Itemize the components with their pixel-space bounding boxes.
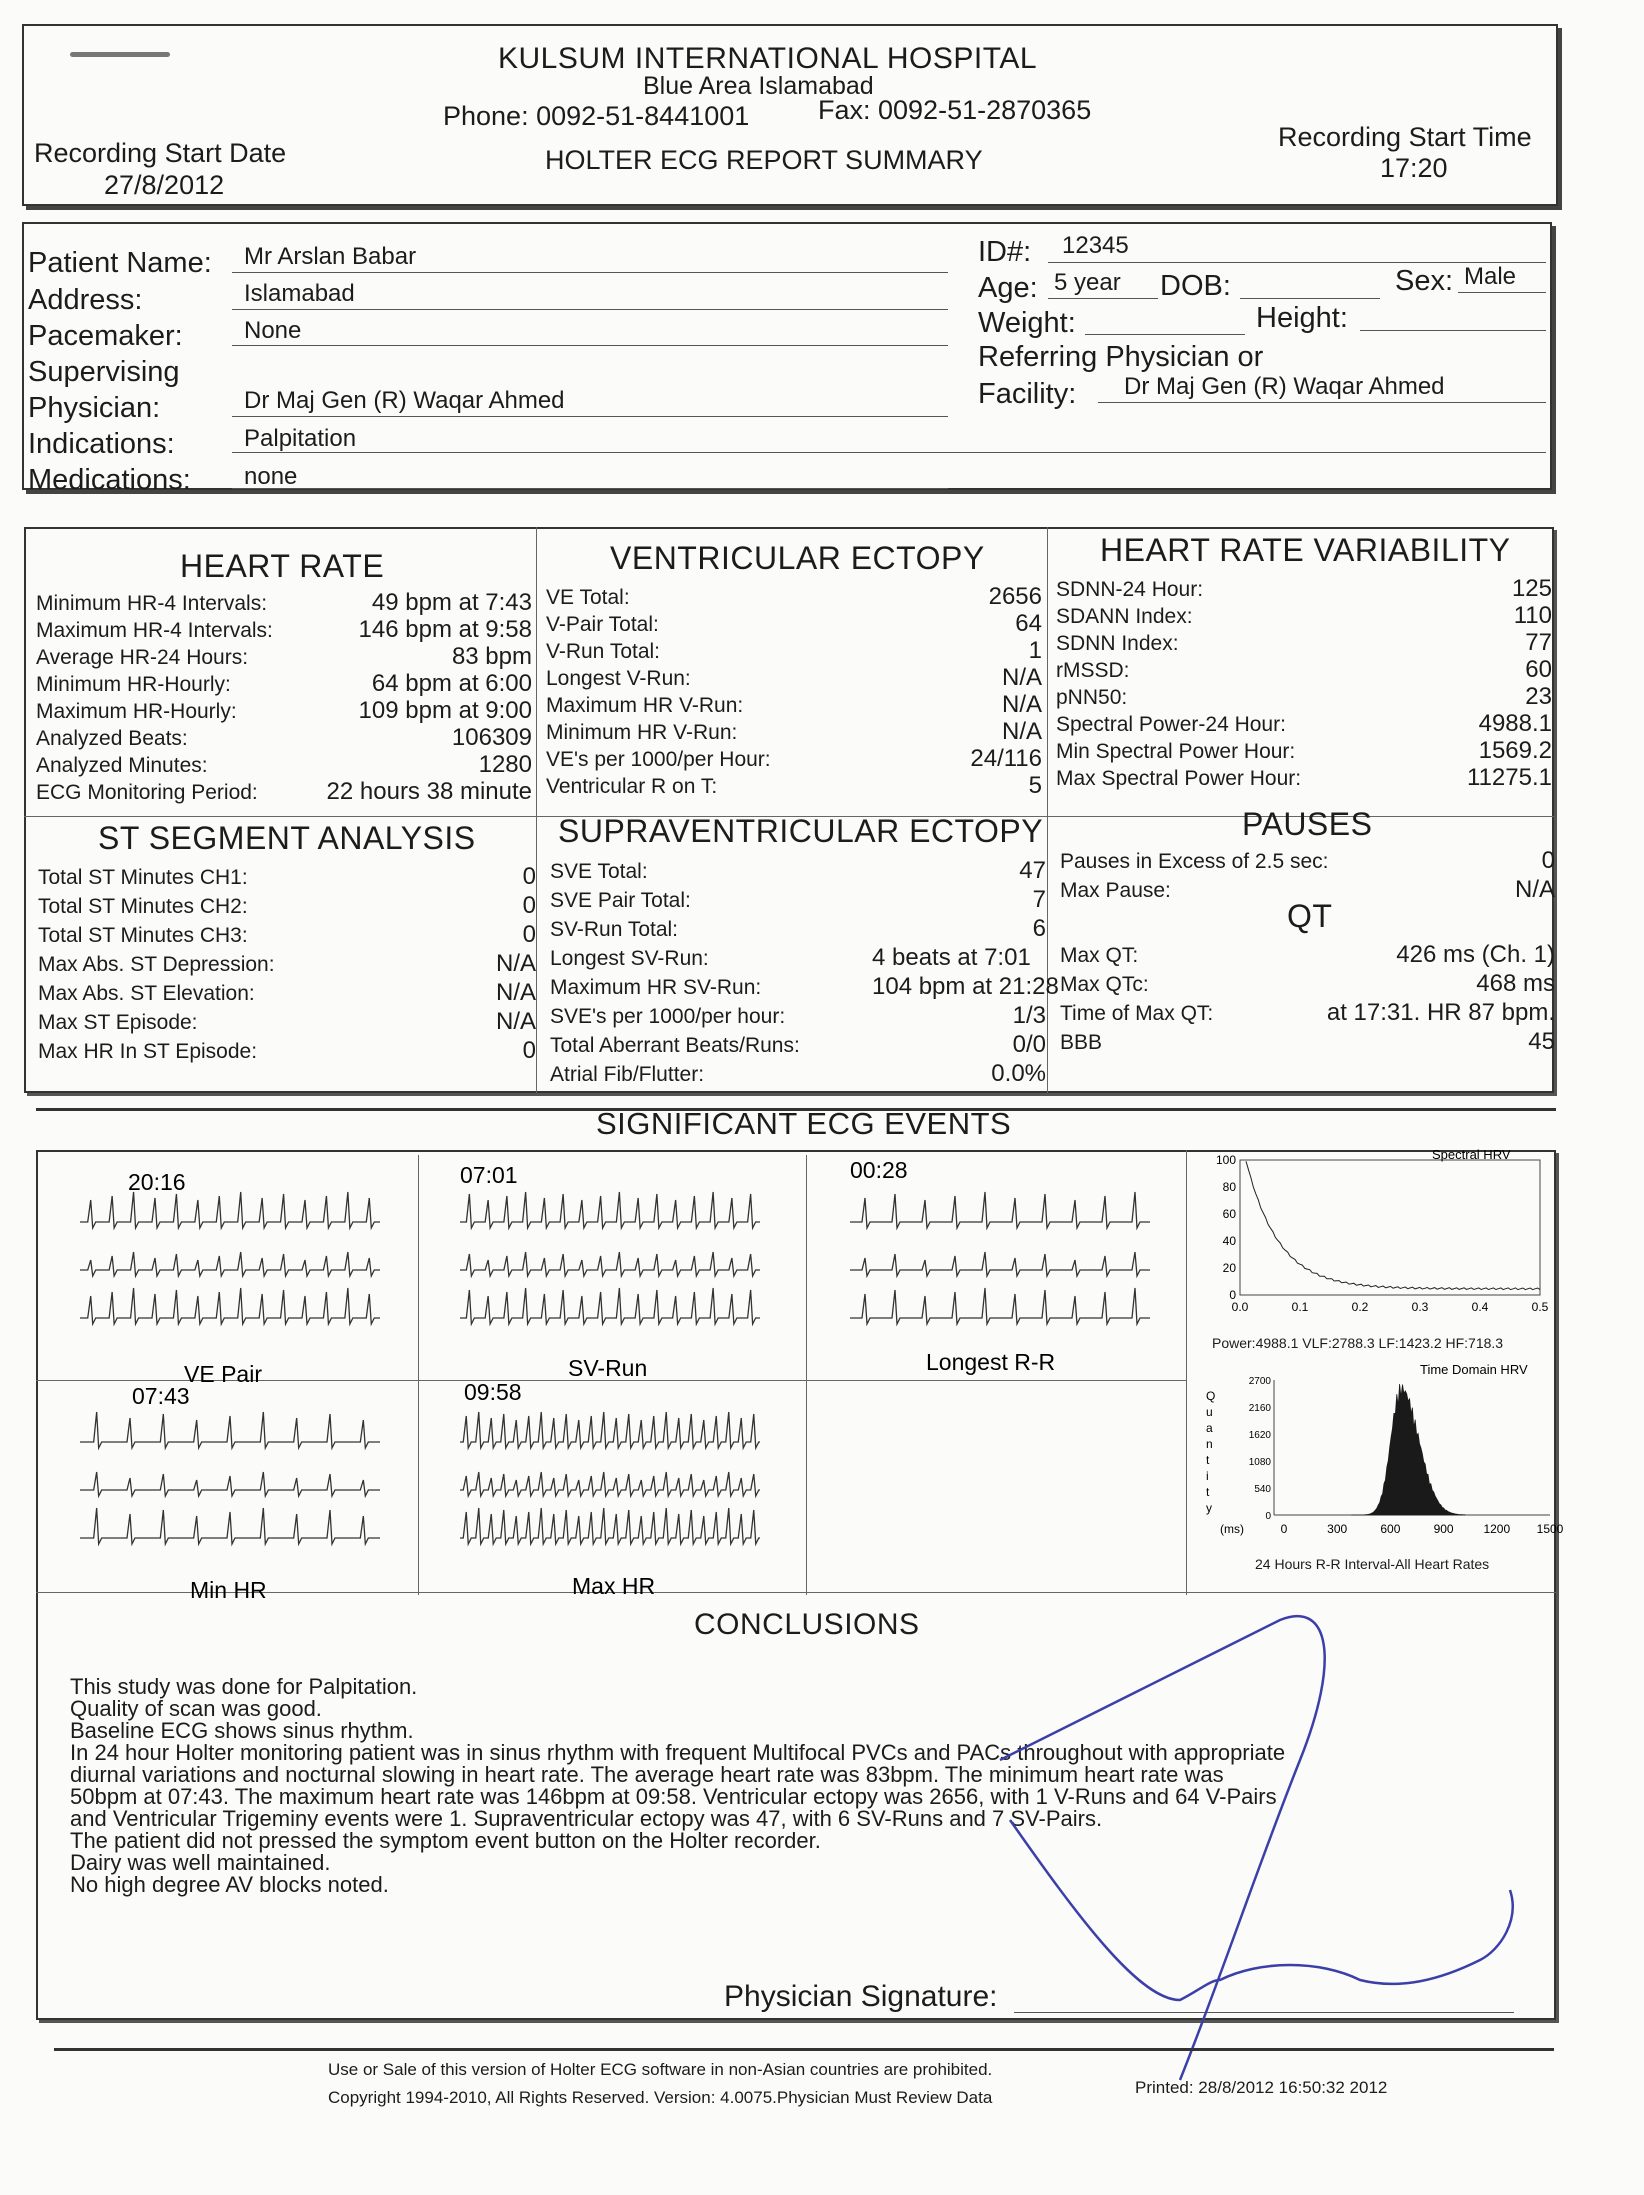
strip-time: 07:43	[132, 1383, 190, 1409]
y-axis-label: a	[1206, 1421, 1213, 1435]
hospital-fax: Fax: 0092-51-2870365	[818, 95, 1092, 125]
heart-rate-row-value: 49 bpm at 7:43	[371, 589, 532, 616]
ventricular-row-value: 24/116	[970, 745, 1042, 772]
start-time: 17:20	[1380, 153, 1448, 183]
ventricular-row-label: Longest V-Run:	[546, 667, 691, 690]
supra-row-value: 47	[1019, 857, 1046, 884]
sex-label: Sex:	[1395, 265, 1454, 297]
hrv-row-label: Max Spectral Power Hour:	[1056, 767, 1302, 790]
x-tick-label: 1200	[1483, 1522, 1511, 1536]
y-tick-label: 60	[1222, 1207, 1236, 1221]
x-tick-label: 600	[1380, 1522, 1401, 1536]
height-label: Height:	[1256, 302, 1348, 334]
supra-row-label: Atrial Fib/Flutter:	[550, 1063, 705, 1086]
ventricular-row-value: N/A	[1001, 664, 1042, 691]
y-axis-label: u	[1206, 1405, 1213, 1419]
supra-row-label: Maximum HR SV-Run:	[550, 976, 762, 999]
referring-facility: Dr Maj Gen (R) Waqar Ahmed	[1124, 373, 1445, 400]
x-tick-label: 0.2	[1351, 1300, 1369, 1314]
supervising-label: Supervising	[28, 356, 180, 388]
conclusion-line: Dairy was well maintained.	[70, 1850, 331, 1875]
x-tick-label: 300	[1327, 1522, 1348, 1536]
supervising-physician: Dr Maj Gen (R) Waqar Ahmed	[244, 387, 565, 414]
strip-time: 20:16	[128, 1169, 186, 1195]
pauses-title: PAUSES	[1242, 806, 1373, 842]
supra-row-value: 1/3	[1012, 1002, 1046, 1029]
strip-label: Max HR	[572, 1573, 656, 1599]
footer-printed: Printed: 28/8/2012 16:50:32 2012	[1135, 2078, 1388, 2097]
hrv-row-label: rMSSD:	[1056, 659, 1130, 682]
indications-label: Indications:	[28, 428, 175, 460]
hrv-row-value: 110	[1513, 602, 1552, 629]
y-tick-label: 0	[1265, 1511, 1271, 1522]
indications-value: Palpitation	[244, 425, 357, 452]
strip-label: Longest R-R	[926, 1349, 1056, 1375]
heart-rate-title: HEART RATE	[180, 548, 385, 584]
chart-title: Spectral HRV	[1432, 1147, 1511, 1162]
st-row-value: 0	[522, 921, 536, 948]
facility-label: Facility:	[978, 378, 1077, 410]
hrv-row-value: 125	[1511, 575, 1552, 602]
supra-row-value: 0/0	[1012, 1031, 1046, 1058]
age-label: Age:	[978, 272, 1038, 304]
patient-age: 5 year	[1054, 269, 1121, 296]
supra-row-value: 0.0%	[991, 1060, 1046, 1087]
supra-row-label: SVE Total:	[550, 860, 648, 883]
hrv-row-label: SDANN Index:	[1056, 605, 1193, 628]
hrv-title: HEART RATE VARIABILITY	[1100, 532, 1511, 568]
y-axis-label: Q	[1206, 1389, 1216, 1403]
qt-row-label: Max QT:	[1060, 944, 1139, 967]
pauses-row-value: N/A	[1514, 876, 1555, 903]
events-title: SIGNIFICANT ECG EVENTS	[596, 1106, 1012, 1141]
pauses-row-value: 0	[1541, 847, 1555, 874]
ventricular-row-value: 64	[1015, 610, 1042, 637]
x-tick-label: 0.4	[1471, 1300, 1489, 1314]
heart-rate-row-label: Analyzed Beats:	[36, 727, 188, 750]
chart-title: Time Domain HRV	[1420, 1362, 1528, 1377]
y-tick-label: 2700	[1248, 1376, 1271, 1387]
patient-name: Mr Arslan Babar	[244, 243, 417, 270]
conclusion-line: This study was done for Palpitation.	[70, 1674, 418, 1699]
x-tick-label: 1500	[1536, 1522, 1564, 1536]
x-tick-label: 0.5	[1531, 1300, 1549, 1314]
y-axis-label: t	[1206, 1485, 1210, 1499]
pacemaker-label: Pacemaker:	[28, 320, 183, 352]
patient-name-label: Patient Name:	[28, 247, 212, 279]
qt-row-value: 45	[1528, 1028, 1555, 1055]
hrv-row-label: Spectral Power-24 Hour:	[1056, 713, 1286, 736]
hrv-row-label: Min Spectral Power Hour:	[1056, 740, 1296, 763]
pauses-row-label: Pauses in Excess of 2.5 sec:	[1060, 850, 1329, 873]
conclusion-line: Baseline ECG shows sinus rhythm.	[70, 1718, 414, 1743]
conclusion-line: and Ventricular Trigeminy events were 1. Supraventricular ectopy was 47, with 6 SV-Runs and 7 SV-Pairs.	[70, 1806, 1103, 1831]
patient-id: 12345	[1062, 232, 1129, 259]
patient-sex: Male	[1464, 263, 1517, 290]
qt-title: QT	[1287, 898, 1333, 934]
qt-row-value: at 17:31. HR 87 bpm.	[1326, 999, 1555, 1026]
x-tick-label: 0	[1280, 1522, 1288, 1536]
supra-row-label: SVE Pair Total:	[550, 889, 691, 912]
hrv-row-label: SDNN-24 Hour:	[1056, 578, 1204, 601]
hrv-row-value: 77	[1525, 629, 1552, 656]
ventricular-row-value: N/A	[1001, 691, 1042, 718]
y-tick-label: 0	[1229, 1288, 1236, 1302]
st-row-value: 0	[522, 892, 536, 919]
y-axis-label: n	[1206, 1437, 1213, 1451]
y-tick-label: 40	[1222, 1234, 1236, 1248]
qt-row-label: Max QTc:	[1060, 973, 1149, 996]
supra-row-label: Longest SV-Run:	[550, 947, 709, 970]
medications-label: Medications:	[28, 464, 191, 496]
st-row-label: Max Abs. ST Elevation:	[38, 982, 255, 1005]
supra-row-label: SVE's per 1000/per hour:	[550, 1005, 786, 1028]
ventricular-row-value: 2656	[988, 583, 1042, 610]
supra-row-label: Total Aberrant Beats/Runs:	[550, 1034, 800, 1057]
ventricular-row-label: VE Total:	[546, 586, 630, 609]
heart-rate-row-value: 146 bpm at 9:58	[358, 616, 532, 643]
y-tick-label: 1620	[1248, 1430, 1271, 1441]
strip-time: 00:28	[850, 1157, 908, 1183]
strip-label: VE Pair	[184, 1361, 262, 1387]
hospital-address: Blue Area Islamabad	[643, 72, 874, 100]
y-tick-label: 80	[1222, 1180, 1236, 1194]
supra-row-value: 7	[1032, 886, 1046, 913]
conclusion-line: Quality of scan was good.	[70, 1696, 322, 1721]
strip-time: 07:01	[460, 1162, 518, 1188]
hrv-row-value: 4988.1	[1478, 710, 1552, 737]
y-tick-label: 100	[1215, 1153, 1236, 1167]
hospital-name: KULSUM INTERNATIONAL HOSPITAL	[498, 42, 1038, 75]
conclusion-line: The patient did not pressed the symptom event button on the Holter recorder.	[70, 1828, 821, 1853]
x-tick-label: 0.0	[1231, 1300, 1249, 1314]
start-time-label: Recording Start Time	[1278, 122, 1532, 152]
pauses-row-label: Max Pause:	[1060, 879, 1171, 902]
ventricular-row-label: Minimum HR V-Run:	[546, 721, 738, 744]
st-row-label: Max ST Episode:	[38, 1011, 198, 1034]
heart-rate-row-label: Minimum HR-4 Intervals:	[36, 592, 268, 615]
st-row-value: 0	[522, 863, 536, 890]
heart-rate-row-value: 64 bpm at 6:00	[371, 670, 532, 697]
conclusion-line: 50bpm at 07:43. The maximum heart rate was 146bpm at 09:58. Ventricular ectopy was 2656, with 1 V-Runs and 64 V-Pairs	[70, 1784, 1277, 1809]
supra-row-label: SV-Run Total:	[550, 918, 679, 941]
st-row-value: N/A	[495, 950, 536, 977]
qt-row-value: 468 ms	[1476, 970, 1555, 997]
heart-rate-row-value: 106309	[451, 724, 532, 751]
strip-label: SV-Run	[568, 1355, 648, 1381]
x-tick-label: 0.1	[1291, 1300, 1309, 1314]
conclusions-title: CONCLUSIONS	[694, 1608, 920, 1641]
spectral-caption: Power:4988.1 VLF:2788.3 LF:1423.2 HF:718.3	[1212, 1335, 1504, 1351]
ventricular-row-label: Maximum HR V-Run:	[546, 694, 744, 717]
st-row-label: Total ST Minutes CH1:	[38, 866, 248, 889]
start-date-label: Recording Start Date	[34, 138, 287, 168]
footer-copyright: Copyright 1994-2010, All Rights Reserved. Version: 4.0075.Physician Must Review Data	[328, 2088, 993, 2107]
pacemaker-value: None	[244, 317, 302, 344]
ventricular-row-value: 5	[1028, 772, 1042, 799]
report-title: HOLTER ECG REPORT SUMMARY	[545, 145, 983, 175]
medications-value: none	[244, 463, 298, 490]
supra-row-value: 6	[1032, 915, 1046, 942]
physician-label: Physician:	[28, 392, 161, 424]
y-axis-label: y	[1206, 1501, 1212, 1515]
footer-notice: Use or Sale of this version of Holter ECG software in non-Asian countries are prohibited.	[328, 2060, 993, 2079]
address-label: Address:	[28, 284, 143, 316]
st-row-value: N/A	[495, 1008, 536, 1035]
weight-label: Weight:	[978, 307, 1076, 339]
referring-label: Referring Physician or	[978, 341, 1264, 373]
supra-row-value: 104 bpm at 21:28	[872, 973, 1059, 1000]
st-row-label: Total ST Minutes CH3:	[38, 924, 248, 947]
st-row-label: Max Abs. ST Depression:	[38, 953, 275, 976]
hrv-row-label: pNN50:	[1056, 686, 1128, 709]
y-tick-label: 2160	[1248, 1403, 1271, 1414]
y-tick-label: 20	[1222, 1261, 1236, 1275]
hrv-row-value: 1569.2	[1478, 737, 1552, 764]
conclusion-line: In 24 hour Holter monitoring patient was in sinus rhythm with frequent Multifocal PVCs and PACs throughout with appropriate	[70, 1740, 1286, 1765]
x-unit-label: (ms)	[1220, 1522, 1244, 1536]
ventricular-row-label: V-Pair Total:	[546, 613, 659, 636]
hrv-row-label: SDNN Index:	[1056, 632, 1179, 655]
ventricular-row-label: V-Run Total:	[546, 640, 661, 663]
signature-label: Physician Signature:	[724, 1980, 998, 2013]
heart-rate-row-label: Maximum HR-4 Intervals:	[36, 619, 273, 642]
y-tick-label: 1080	[1248, 1457, 1271, 1468]
supra-row-value: 4 beats at 7:01	[872, 944, 1031, 971]
heart-rate-row-value: 83 bpm	[451, 643, 532, 670]
hrv-row-value: 23	[1525, 683, 1552, 710]
ventricular-row-value: N/A	[1001, 718, 1042, 745]
st-title: ST SEGMENT ANALYSIS	[98, 820, 476, 856]
y-tick-label: 540	[1254, 1484, 1271, 1495]
hospital-phone: Phone: 0092-51-8441001	[443, 101, 750, 131]
heart-rate-row-label: ECG Monitoring Period:	[36, 781, 258, 804]
y-axis-label: i	[1206, 1469, 1209, 1483]
ventricular-row-value: 1	[1028, 637, 1042, 664]
start-date: 27/8/2012	[104, 170, 225, 200]
hrv-row-value: 11275.1	[1467, 764, 1552, 791]
heart-rate-row-label: Average HR-24 Hours:	[36, 646, 249, 669]
conclusion-line: No high degree AV blocks noted.	[70, 1872, 389, 1897]
supra-title: SUPRAVENTRICULAR ECTOPY	[558, 813, 1044, 849]
heart-rate-row-label: Maximum HR-Hourly:	[36, 700, 237, 723]
x-tick-label: 900	[1433, 1522, 1454, 1536]
st-row-label: Total ST Minutes CH2:	[38, 895, 248, 918]
patient-address: Islamabad	[244, 280, 355, 307]
st-row-value: 0	[522, 1037, 536, 1064]
heart-rate-row-value: 22 hours 38 minute	[326, 778, 532, 805]
qt-row-label: Time of Max QT:	[1060, 1002, 1214, 1025]
conclusion-line: diurnal variations and nocturnal slowing in heart rate. The average heart rate was 83bpm. The minimum heart rate was	[70, 1762, 1224, 1787]
heart-rate-row-value: 1280	[478, 751, 532, 778]
x-tick-label: 0.3	[1411, 1300, 1429, 1314]
hrv-row-value: 60	[1525, 656, 1552, 683]
ventricular-row-label: Ventricular R on T:	[546, 775, 718, 798]
heart-rate-row-value: 109 bpm at 9:00	[358, 697, 532, 724]
strip-time: 09:58	[464, 1379, 522, 1405]
heart-rate-row-label: Analyzed Minutes:	[36, 754, 208, 777]
id-label: ID#:	[978, 236, 1032, 268]
ventricular-row-label: VE's per 1000/per Hour:	[546, 748, 771, 771]
strip-label: Min HR	[190, 1577, 267, 1603]
dob-label: DOB:	[1160, 270, 1231, 302]
st-row-value: N/A	[495, 979, 536, 1006]
ventricular-title: VENTRICULAR ECTOPY	[610, 540, 985, 576]
qt-row-value: 426 ms (Ch. 1)	[1396, 941, 1555, 968]
y-axis-label: t	[1206, 1453, 1210, 1467]
qt-row-label: BBB	[1060, 1031, 1103, 1054]
st-row-label: Max HR In ST Episode:	[38, 1040, 258, 1063]
timedomain-caption: 24 Hours R-R Interval-All Heart Rates	[1255, 1556, 1490, 1572]
heart-rate-row-label: Minimum HR-Hourly:	[36, 673, 231, 696]
